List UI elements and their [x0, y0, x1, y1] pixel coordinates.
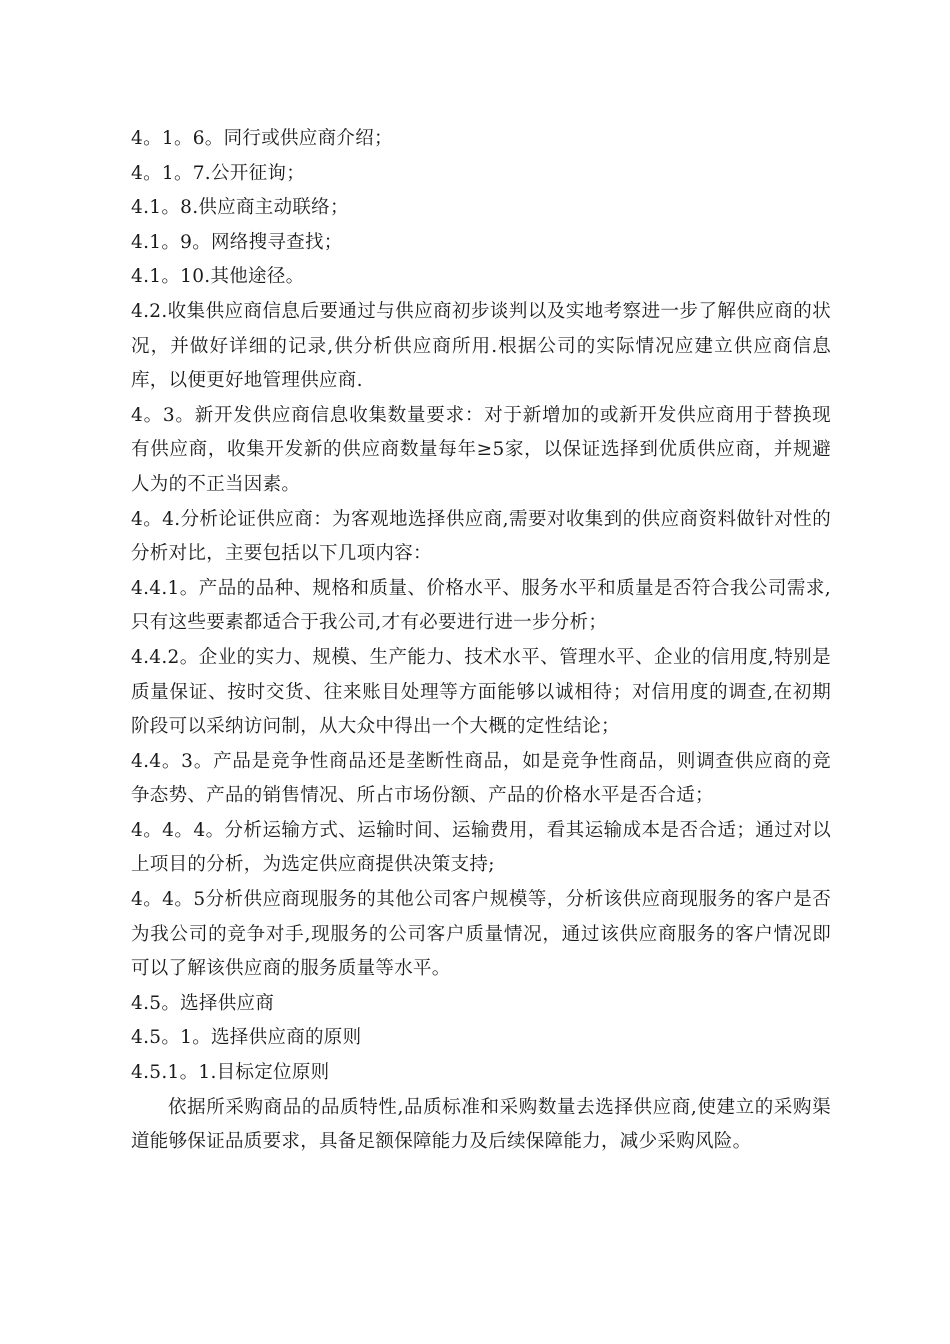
item-4-1-7: 4。1。7.公开征询；	[131, 162, 305, 184]
item-4-5-1-heading: 4.5。1。选择供应商的原则	[131, 1027, 362, 1049]
item-4-4-5: 4。4。5分析供应商现服务的其他公司客户规模等，分析该供应商现服务的客户是否为我公司的竞争对手,现服务的公司客户质量情况，通过该供应商服务的客户情况即可以了解该供应商的服务质量等水平。	[131, 889, 831, 980]
item-4-4-2: 4.4.2。企业的实力、规模、生产能力、技术水平、管理水平、企业的信用度,特别是质量保证、按时交货、往来账目处理等方面能够以诚相待；对信用度的调查,在初期阶段可以采纳访问制，从大众中得出一个大概的定性结论；	[131, 646, 831, 738]
item-4-1-10: 4.1。10.其他途径。	[131, 266, 305, 288]
item-4-1-9: 4.1。9。网络搜寻查找；	[131, 231, 343, 253]
section-4-2: 4.2.收集供应商信息后要通过与供应商初步谈判以及实地考察进一步了解供应商的状况，并做好详细的记录,供分析供应商所用.根据公司的实际情况应建立供应商信息库，以便更好地管理供应商.	[131, 300, 831, 392]
section-4-5-heading: 4.5。选择供应商	[131, 992, 275, 1014]
section-4-3: 4。3。新开发供应商信息收集数量要求：对于新增加的或新开发供应商用于替换现有供应商，收集开发新的供应商数量每年≥5家，以保证选择到优质供应商，并规避人为的不正当因素。	[131, 404, 831, 495]
item-4-4-1: 4.4.1。产品的品种、规格和质量、价格水平、服务水平和质量是否符合我公司需求,只有这些要素都适合于我公司,才有必要进行进一步分析；	[131, 577, 831, 634]
item-4-4-4: 4。4。4。分析运输方式、运输时间、运输费用，看其运输成本是否合适；通过对以上项目的分析，为选定供应商提供决策支持;	[131, 819, 831, 876]
item-4-1-6: 4。1。6。同行或供应商介绍；	[131, 128, 393, 149]
body-paragraph: 依据所采购商品的品质特性,品质标准和采购数量去选择供应商,使建立的采购渠道能够保证品质要求，具备足额保障能力及后续保障能力，减少采购风险。	[131, 1096, 831, 1153]
document-body	[131, 122, 831, 1160]
section-4-4: 4。4.分析论证供应商：为客观地选择供应商,需要对收集到的供应商资料做针对性的分析对比，主要包括以下几项内容：	[131, 508, 831, 565]
item-4-1-8: 4.1。8.供应商主动联络；	[131, 197, 349, 219]
item-4-5-1-1-heading: 4.5.1。1.目标定位原则	[131, 1062, 330, 1084]
item-4-4-3: 4.4。3。产品是竞争性商品还是垄断性商品，如是竞争性商品，则调查供应商的竞争态势、产品的销售情况、所占市场份额、产品的价格水平是否合适；	[131, 750, 831, 807]
